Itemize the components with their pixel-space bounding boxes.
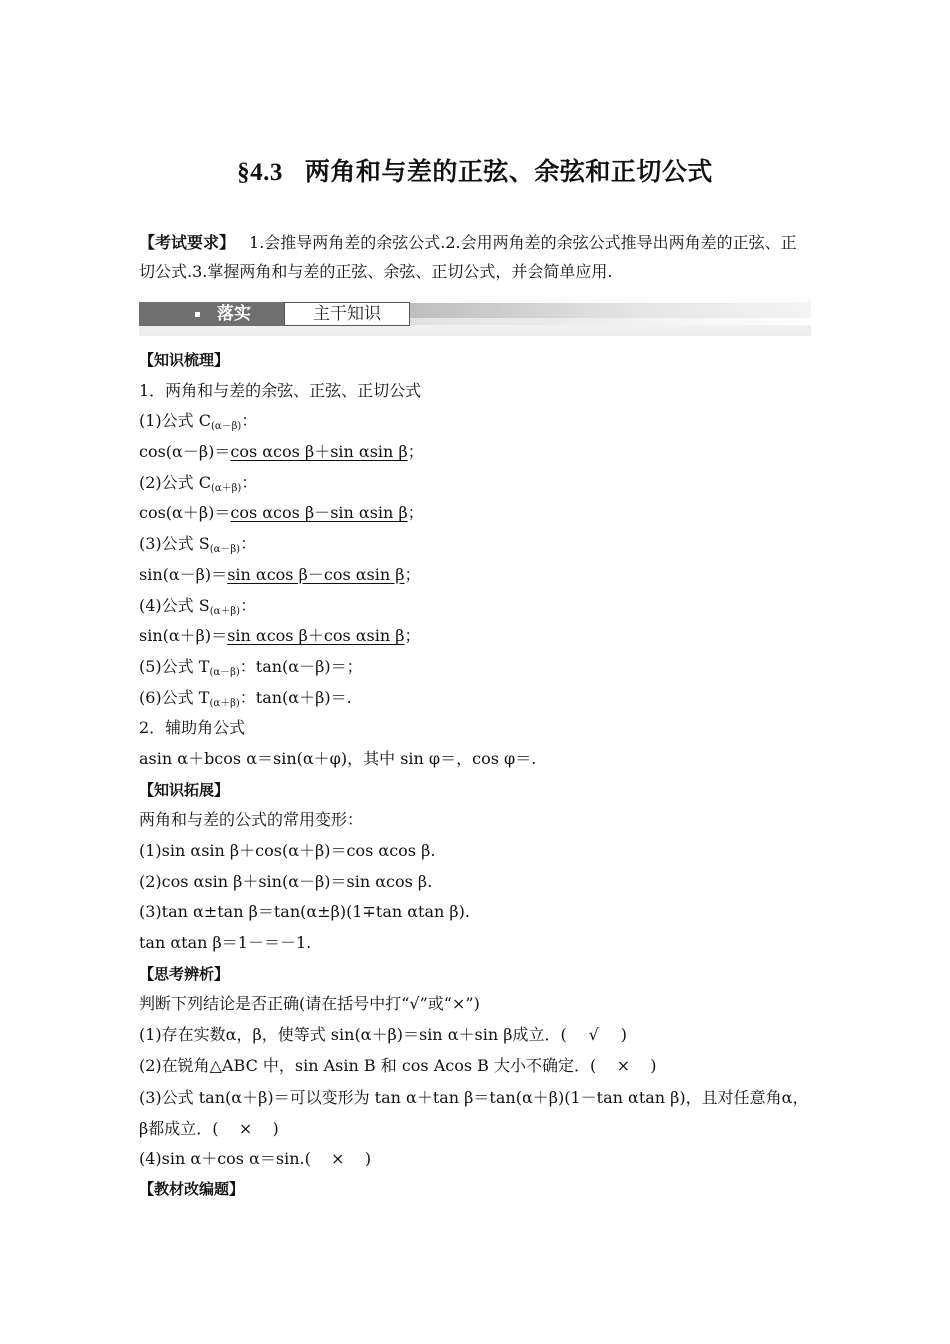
answer-2: × xyxy=(616,1055,630,1075)
requirements-text: 1.会推导两角差的余弦公式.2.会用两角差的余弦公式推导出两角差的正弦、正切公式.3.掌握两角和与差的正弦、余弦、正切公式，并会简单应用. xyxy=(139,233,797,281)
answer-4: × xyxy=(331,1148,345,1168)
section-banner xyxy=(139,292,811,336)
extension-3: (3)tan α±tan β＝tan(α±β)(1∓tan αtan β). xyxy=(139,902,470,922)
question-1: (1)存在实数α，β，使等式 sin(α＋β)＝sin α＋sin β成立．( √ ) xyxy=(139,1020,811,1051)
banner-light-tab: 主干知识 xyxy=(284,302,410,326)
question-2: (2)在锐角△ABC 中，sin Asin B 和 cos Acos B 大小不确定．( × ) xyxy=(139,1051,811,1082)
formula3: sin(α－β)＝sin αcos β－cos αsin β； xyxy=(139,564,421,584)
aux-formula: asin α＋bcos α＝sin(α＋φ)，其中 sin φ＝，cos φ＝. xyxy=(139,748,537,768)
answer-3: × xyxy=(238,1118,253,1138)
question-3: (3)公式 tan(α＋β)＝可以变形为 tan α＋tan β＝tan(α＋β)(1－tan αtan β)，且对任意角α，β都成立．( × ) xyxy=(139,1082,811,1144)
question-4: (4)sin α＋cos α＝sin.( × ) xyxy=(139,1144,811,1175)
formula2: cos(α＋β)＝cos αcos β－sin αsin β； xyxy=(139,503,424,523)
extension-1: (1)sin αsin β＋cos(α＋β)＝cos αcos β. xyxy=(139,841,436,860)
page-title xyxy=(0,152,950,188)
formula2-label: (2)公式 $C_{(\alpha+\beta)}$： xyxy=(139,472,258,494)
title-text: 两角和与差的正弦、余弦和正切公式 xyxy=(304,157,713,186)
main-content xyxy=(139,345,811,1205)
formula4-answer: sin αcos β＋cos αsin β xyxy=(227,626,405,646)
item1-title: 1．两角和与差的余弦、正弦、正切公式 xyxy=(139,380,422,400)
formula4-label: (4)公式 $S_{(\alpha+\beta)}$： xyxy=(139,595,257,617)
think-intro: 判断下列结论是否正确(请在括号中打“√”或“×”) xyxy=(139,994,480,1014)
answer-1: √ xyxy=(588,1025,599,1045)
item2-title: 2．辅助角公式 xyxy=(139,718,246,738)
heading-textbook: 【教材改编题】 xyxy=(139,1180,245,1199)
formula4: sin(α＋β)＝sin αcos β＋cos αsin β； xyxy=(139,626,421,646)
requirements-label: 【考试要求】 xyxy=(139,233,236,252)
section-number: §4.3 xyxy=(237,159,283,186)
exam-requirements xyxy=(139,228,811,286)
formula3-label: (3)公式 $S_{(\alpha-\beta)}$： xyxy=(139,534,257,556)
banner-dark-tab xyxy=(139,302,284,326)
extension-intro: 两角和与差的公式的常用变形： xyxy=(139,810,364,830)
formula2-answer: cos αcos β－sin αsin β xyxy=(230,503,408,523)
extension-4: tan αtan β＝1－＝－1. xyxy=(139,933,312,953)
formula6: (6)公式 $T_{(\alpha+\beta)}$：tan(α＋β)＝. xyxy=(139,687,352,709)
extension-2: (2)cos αsin β＋sin(α－β)＝sin αcos β. xyxy=(139,871,433,891)
heading-think: 【思考辨析】 xyxy=(139,964,230,983)
heading-knowledge: 【知识梳理】 xyxy=(139,351,230,369)
formula5: (5)公式 $T_{(\alpha-\beta)}$：tan(α－β)＝； xyxy=(139,656,363,678)
formula3-answer: sin αcos β－cos αsin β xyxy=(227,564,405,584)
banner-left-text: 落实 xyxy=(217,304,251,324)
formula1: cos(α－β)＝cos αcos β＋sin αsin β； xyxy=(139,442,424,462)
formula1-label: (1)公式 $C_{(\alpha-\beta)}$： xyxy=(139,411,258,433)
square-bullet-icon xyxy=(195,312,200,317)
formula1-answer: cos αcos β＋sin αsin β xyxy=(230,442,408,462)
heading-extension: 【知识拓展】 xyxy=(139,780,230,799)
